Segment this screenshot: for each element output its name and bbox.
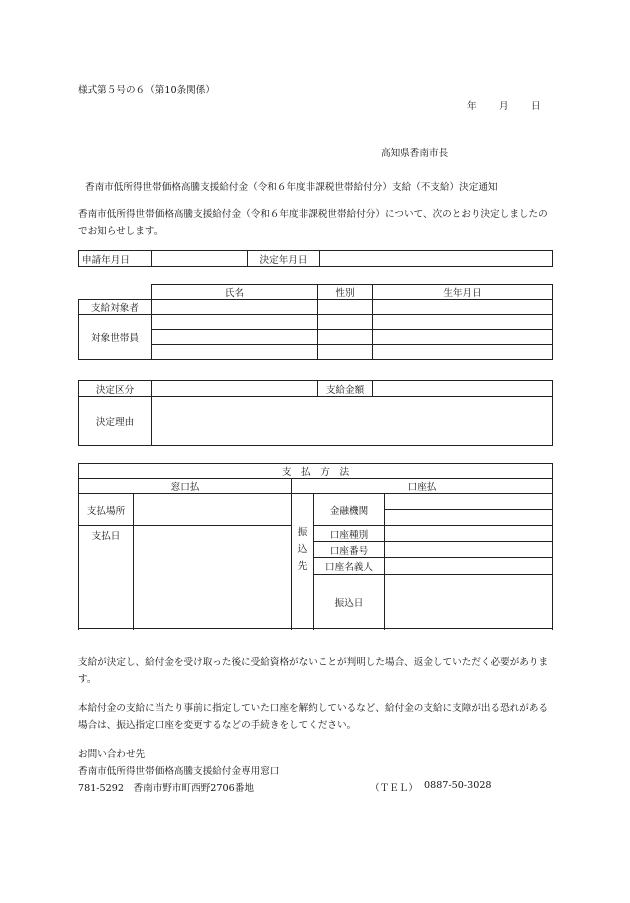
payment-method-title: 支 払 方 法 (79, 464, 553, 479)
dates-table (78, 250, 553, 267)
household-name-cell (152, 330, 318, 345)
col-birth-header: 生年月日 (373, 285, 553, 300)
issuer: 高知県香南市長 (381, 148, 449, 159)
contact-address: 781-5292 香南市野市町西野2706番地 (78, 783, 254, 794)
blank-corner-cell (79, 285, 152, 300)
amount-label: 支給金額 (318, 381, 373, 397)
transfer-destination-label (292, 494, 314, 629)
date-day-label: 日 (531, 101, 541, 112)
household-gender-cell (318, 315, 373, 330)
recipient-gender-cell (318, 300, 373, 315)
note-refund: 支給が決定し、給付金を受け取った後に受給資格がないことが判明した場合、返金していただく必要があります。 (78, 657, 549, 685)
bank-value-2 (385, 510, 553, 526)
household-label: 対象世帯員 (79, 315, 152, 360)
contact-tel-label: （ＴＥＬ） (370, 783, 418, 794)
window-payment-header: 窓口払 (79, 479, 292, 494)
account-type-value (385, 526, 553, 542)
household-name-cell (152, 345, 318, 360)
date-month-label: 月 (499, 101, 509, 112)
decision-table (78, 380, 553, 446)
account-type-label: 口座種別 (314, 526, 385, 542)
transfer-char-3: 先 (297, 561, 308, 572)
household-birth-cell (373, 330, 553, 345)
account-payment-header: 口座払 (292, 479, 553, 494)
decision-date-label: 決定年月日 (248, 251, 320, 267)
pay-date-label: 支払日 (79, 526, 134, 629)
transfer-date-value (385, 575, 553, 629)
application-date-label: 申請年月日 (79, 251, 152, 267)
form-number: 様式第５号の６（第10条関係） (78, 85, 215, 96)
household-birth-cell (373, 345, 553, 360)
household-name-cell (152, 315, 318, 330)
application-date-value (152, 251, 248, 267)
contact-heading: お問い合わせ先 (78, 749, 146, 760)
transfer-char-1: 振 (297, 527, 308, 538)
household-gender-cell (318, 330, 373, 345)
col-name-header: 氏名 (152, 285, 318, 300)
pay-date-value (134, 526, 292, 629)
household-gender-cell (318, 345, 373, 360)
household-birth-cell (373, 315, 553, 330)
account-number-value (385, 542, 553, 558)
payment-table (78, 463, 553, 629)
recipient-name-cell (152, 300, 318, 315)
account-number-label: 口座番号 (314, 542, 385, 558)
members-table (78, 284, 553, 360)
note-account-change: 本給付金の支給に当たり事前に指定していた口座を解約しているなど、給付金の支給に支障が出る恐れがある場合は、振込指定口座を変更するなどの手続きをしてください。 (78, 703, 549, 731)
amount-value (373, 381, 553, 397)
place-label: 支払場所 (79, 494, 134, 526)
decision-date-value (320, 251, 553, 267)
date-year-label: 年 (467, 101, 477, 112)
recipient-label: 支給対象者 (79, 300, 152, 315)
account-holder-value (385, 558, 553, 575)
reason-label: 決定理由 (79, 397, 152, 446)
contact-office: 香南市低所得世帯価格高騰支援給付金専用窓口 (78, 766, 280, 777)
intro-paragraph: 香南市低所得世帯価格高騰支援給付金（令和６年度非課税世帯給付分）について、次のとおり決定しましたのでお知らせします。 (78, 209, 548, 237)
bank-value-1 (385, 494, 553, 510)
reason-value (152, 397, 553, 446)
document-title: 香南市低所得世帯価格高騰支援給付金（令和６年度非課税世帯給付分）支給（不支給）決定通知 (85, 182, 498, 193)
recipient-birth-cell (373, 300, 553, 315)
account-holder-label: 口座名義人 (314, 558, 385, 575)
contact-tel-number: 0887-50-3028 (424, 780, 492, 791)
transfer-char-2: 込 (297, 544, 308, 555)
col-gender-header: 性別 (318, 285, 373, 300)
transfer-date-label: 振込日 (314, 575, 385, 629)
place-value (134, 494, 292, 526)
category-label: 決定区分 (79, 381, 152, 397)
category-value (152, 381, 318, 397)
bank-label: 金融機関 (314, 494, 385, 526)
